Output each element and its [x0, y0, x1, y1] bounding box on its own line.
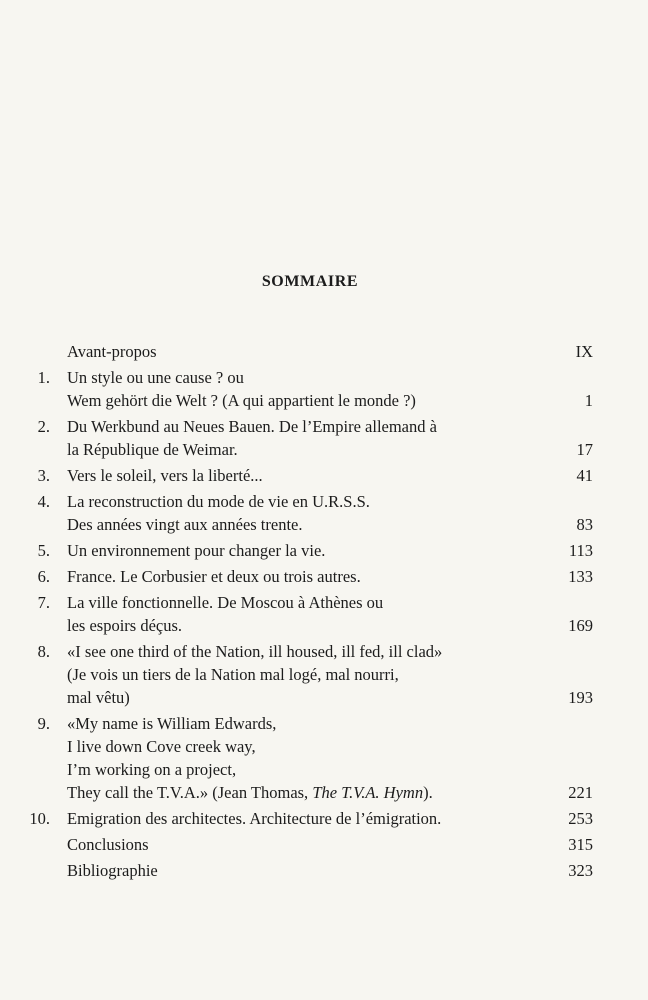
toc-entry-text	[67, 640, 547, 709]
toc-page-number: 221	[568, 783, 593, 802]
toc-chapter-number: 6.	[37, 567, 50, 586]
toc-chapter-number: 2.	[37, 417, 50, 436]
toc-entry-line: La reconstruction du mode de vie en U.R.S.S.	[67, 492, 370, 511]
toc-chapter-number: 4.	[37, 492, 50, 511]
toc-entry-text	[67, 539, 547, 562]
toc-entry-4	[0, 490, 648, 536]
toc-entry-text	[67, 807, 547, 830]
toc-entry-avant-propos	[0, 340, 648, 363]
toc-entry-text	[67, 415, 547, 461]
toc-chapter-number: 8.	[37, 642, 50, 661]
toc-page-number: 169	[568, 616, 593, 635]
toc-entry-line-part: They call the T.V.A.» (Jean Thomas,	[67, 783, 313, 802]
toc-entry-line: mal vêtu)	[67, 688, 130, 707]
toc-entry-10	[0, 807, 648, 830]
toc-page-number: 83	[576, 515, 593, 534]
toc-entry-line: Un style ou une cause ? ou	[67, 368, 244, 387]
toc-page-number: 17	[576, 440, 593, 459]
toc-chapter-number: 1.	[37, 368, 50, 387]
toc-entry-line-part: ).	[423, 783, 433, 802]
toc-page-number: IX	[575, 342, 593, 361]
toc-entry-italic-title: The T.V.A. Hymn	[312, 783, 424, 802]
toc-entry-line: Conclusions	[67, 835, 149, 854]
toc-entry-line: «I see one third of the Nation, ill housed, ill fed, ill clad»	[67, 642, 443, 661]
toc-page-number: 323	[568, 861, 593, 880]
toc-entry-line: les espoirs déçus.	[67, 616, 183, 635]
toc-entry-text	[67, 490, 547, 536]
toc-entry-line: Des années vingt aux années trente.	[67, 515, 303, 534]
toc-entry-line: I live down Cove creek way,	[67, 737, 256, 756]
toc-entry-line: (Je vois un tiers de la Nation mal logé, mal nourri,	[67, 665, 399, 684]
toc-entry-3	[0, 464, 648, 487]
toc-entry-text	[67, 565, 547, 588]
toc-entry-line: Bibliographie	[67, 861, 158, 880]
toc-entry-line: la République de Weimar.	[67, 440, 238, 459]
toc-entry-line: Emigration des architectes. Architecture de l’émigration.	[67, 809, 442, 828]
toc-page-number: 113	[568, 541, 593, 560]
toc-entry-line: Un environnement pour changer la vie.	[67, 541, 326, 560]
table-of-contents	[0, 340, 648, 885]
toc-entry-line	[67, 781, 547, 804]
toc-entry-7	[0, 591, 648, 637]
toc-entry-text	[67, 464, 547, 487]
toc-chapter-number: 7.	[37, 593, 50, 612]
toc-entry-text	[67, 712, 547, 804]
toc-entry-line: I’m working on a project,	[67, 760, 237, 779]
toc-entry-bibliographie	[0, 859, 648, 882]
toc-entry-line: «My name is William Edwards,	[67, 714, 277, 733]
toc-entry-line: France. Le Corbusier et deux ou trois autres.	[67, 567, 361, 586]
toc-chapter-number: 9.	[37, 714, 50, 733]
toc-page-number: 1	[584, 391, 593, 410]
toc-entry-text	[67, 833, 547, 856]
toc-entry-5	[0, 539, 648, 562]
toc-entry-2	[0, 415, 648, 461]
toc-page-number: 315	[568, 835, 593, 854]
toc-page-number: 193	[568, 688, 593, 707]
toc-entry-line: Avant-propos	[67, 342, 157, 361]
toc-page-number: 133	[568, 567, 593, 586]
toc-entry-9	[0, 712, 648, 804]
toc-chapter-number: 3.	[37, 466, 50, 485]
page-title: SOMMAIRE	[261, 273, 359, 290]
toc-entry-line: Wem gehört die Welt ? (A qui appartient le monde ?)	[67, 391, 416, 410]
toc-page-number: 253	[568, 809, 593, 828]
toc-entry-8	[0, 640, 648, 709]
toc-entry-text	[67, 340, 547, 363]
toc-entry-conclusions	[0, 833, 648, 856]
toc-entry-line: Vers le soleil, vers la liberté...	[67, 466, 263, 485]
toc-entry-text	[67, 366, 547, 412]
toc-chapter-number: 5.	[37, 541, 50, 560]
toc-page-number: 41	[576, 466, 593, 485]
toc-entry-1	[0, 366, 648, 412]
toc-entry-text	[67, 591, 547, 637]
toc-entry-line: La ville fonctionnelle. De Moscou à Athènes ou	[67, 593, 384, 612]
toc-chapter-number: 10.	[29, 809, 50, 828]
toc-entry-text	[67, 859, 547, 882]
toc-entry-6	[0, 565, 648, 588]
toc-entry-line: Du Werkbund au Neues Bauen. De l’Empire allemand à	[67, 417, 437, 436]
